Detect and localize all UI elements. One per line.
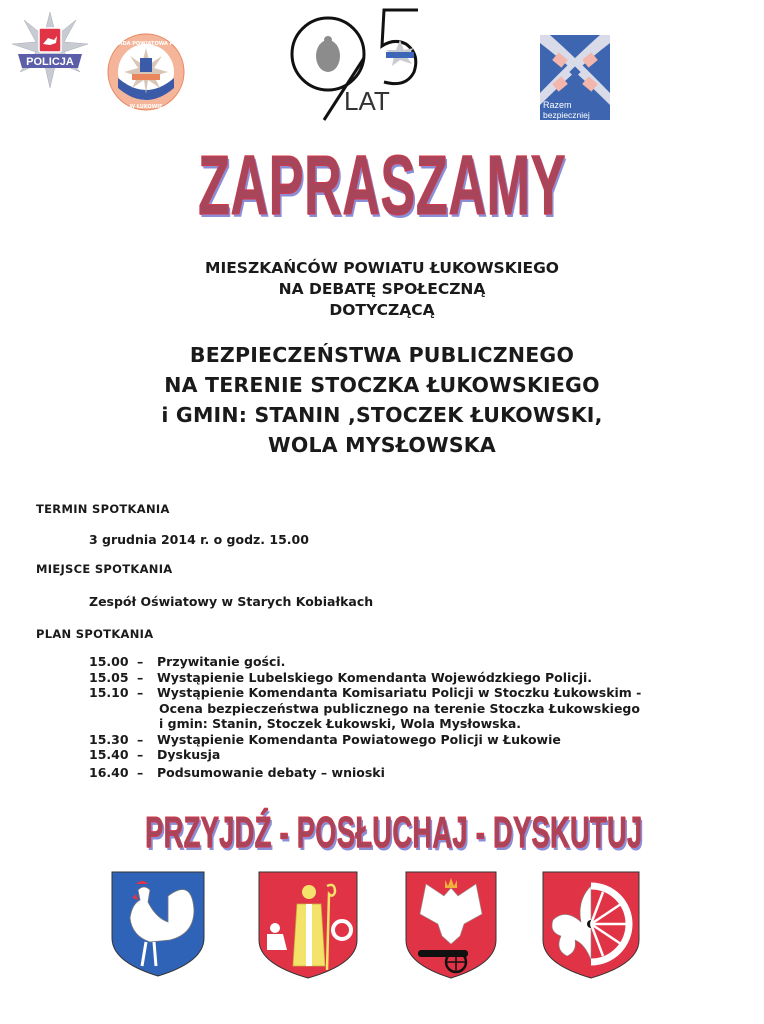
invite-block [0, 258, 764, 321]
agenda-item [89, 765, 641, 781]
agenda-continuation: i gmin: Stanin, Stoczek Łukowski, Wola Mysłowska. [159, 716, 522, 731]
invite-line: DOTYCZĄCĄ [329, 301, 435, 319]
kpp-ring-text: KOMENDA POWIATOWA POLICJI [102, 41, 190, 47]
topic-line: WOLA MYSŁOWSKA [268, 433, 496, 457]
agenda-item [89, 670, 641, 686]
agenda-dash: – [137, 764, 144, 780]
agenda-text: Wystąpienie Komendanta Powiatowego Policji w Łukowie [157, 731, 561, 747]
kpp-ring-text-bottom: W ŁUKOWIE [129, 104, 163, 110]
policja-star-logo [10, 10, 90, 90]
agenda-dash: – [137, 685, 144, 700]
footer-slogan: PRZYJDŹ - POSŁUCHAJ - DYSKUTUJ [145, 808, 643, 857]
topic-block [0, 340, 764, 460]
agenda-text: Wystąpienie Komendanta Komisariatu Policji w Stoczku Łukowskim - [157, 685, 642, 700]
policja-label: POLICJA [26, 56, 74, 68]
rooster-crest [110, 870, 206, 982]
plan-label: PLAN SPOTKANIA [36, 627, 154, 641]
bishop-crest [257, 870, 359, 984]
place-label: MIEJSCE SPOTKANIA [36, 562, 173, 576]
razem-bezpieczniej-logo [540, 35, 610, 120]
invite-line: MIESZKAŃCÓW POWIATU ŁUKOWSKIEGO [205, 259, 559, 277]
lily-wheel-crest [541, 870, 641, 984]
anniversary-95-logo [284, 6, 430, 122]
agenda-text: Podsumowanie debaty – wnioski [157, 764, 385, 780]
agenda-list [89, 654, 641, 780]
agenda-text: Wystąpienie Lubelskiego Komendanta Wojewódzkiego Policji. [157, 669, 593, 685]
topic-line: i GMIN: STANIN ,STOCZEK ŁUKOWSKI, [161, 403, 603, 427]
agenda-time: 15.40 [89, 747, 129, 762]
agenda-dash: – [137, 731, 144, 747]
topic-line: NA TERENIE STOCZKA ŁUKOWSKIEGO [164, 373, 600, 397]
agenda-text: Dyskusja [157, 747, 221, 762]
eagle-emblem-icon [316, 36, 340, 72]
agenda-dash: – [137, 669, 144, 685]
agenda-item [89, 654, 641, 670]
agenda-time: 15.10 [89, 685, 129, 700]
agenda-time: 15.05 [89, 669, 129, 685]
term-value: 3 grudnia 2014 r. o godz. 15.00 [89, 532, 309, 547]
place-value: Zespół Oświatowy w Starych Kobiałkach [89, 594, 374, 609]
agenda-time: 16.40 [89, 764, 129, 780]
agenda-continuation: Ocena bezpieczeństwa publicznego na terenie Stoczka Łukowskiego [159, 700, 640, 716]
agenda-dash: – [137, 654, 144, 669]
agenda-item [89, 732, 641, 748]
agenda-item [89, 685, 641, 701]
eagle-cannon-crest [404, 870, 498, 984]
headline-zapraszamy: ZAPRASZAMY [198, 138, 566, 232]
topic-line: BEZPIECZEŃSTWA PUBLICZNEGO [189, 343, 575, 367]
kpp-lukow-logo [98, 32, 194, 112]
lat-label: LAT [344, 86, 390, 116]
agenda-item [89, 747, 641, 763]
agenda-dash: – [137, 747, 144, 762]
invite-line: NA DEBATĘ SPOŁECZNĄ [278, 280, 486, 298]
police-star-icon [386, 40, 414, 66]
term-label: TERMIN SPOTKANIA [36, 502, 170, 516]
agenda-time: 15.00 [89, 654, 129, 669]
agenda-text: Przywitanie gości. [157, 654, 286, 669]
razem-text: Razem [543, 100, 572, 110]
bezpieczniej-text: bezpieczniej [543, 110, 590, 120]
agenda-time: 15.30 [89, 731, 129, 747]
